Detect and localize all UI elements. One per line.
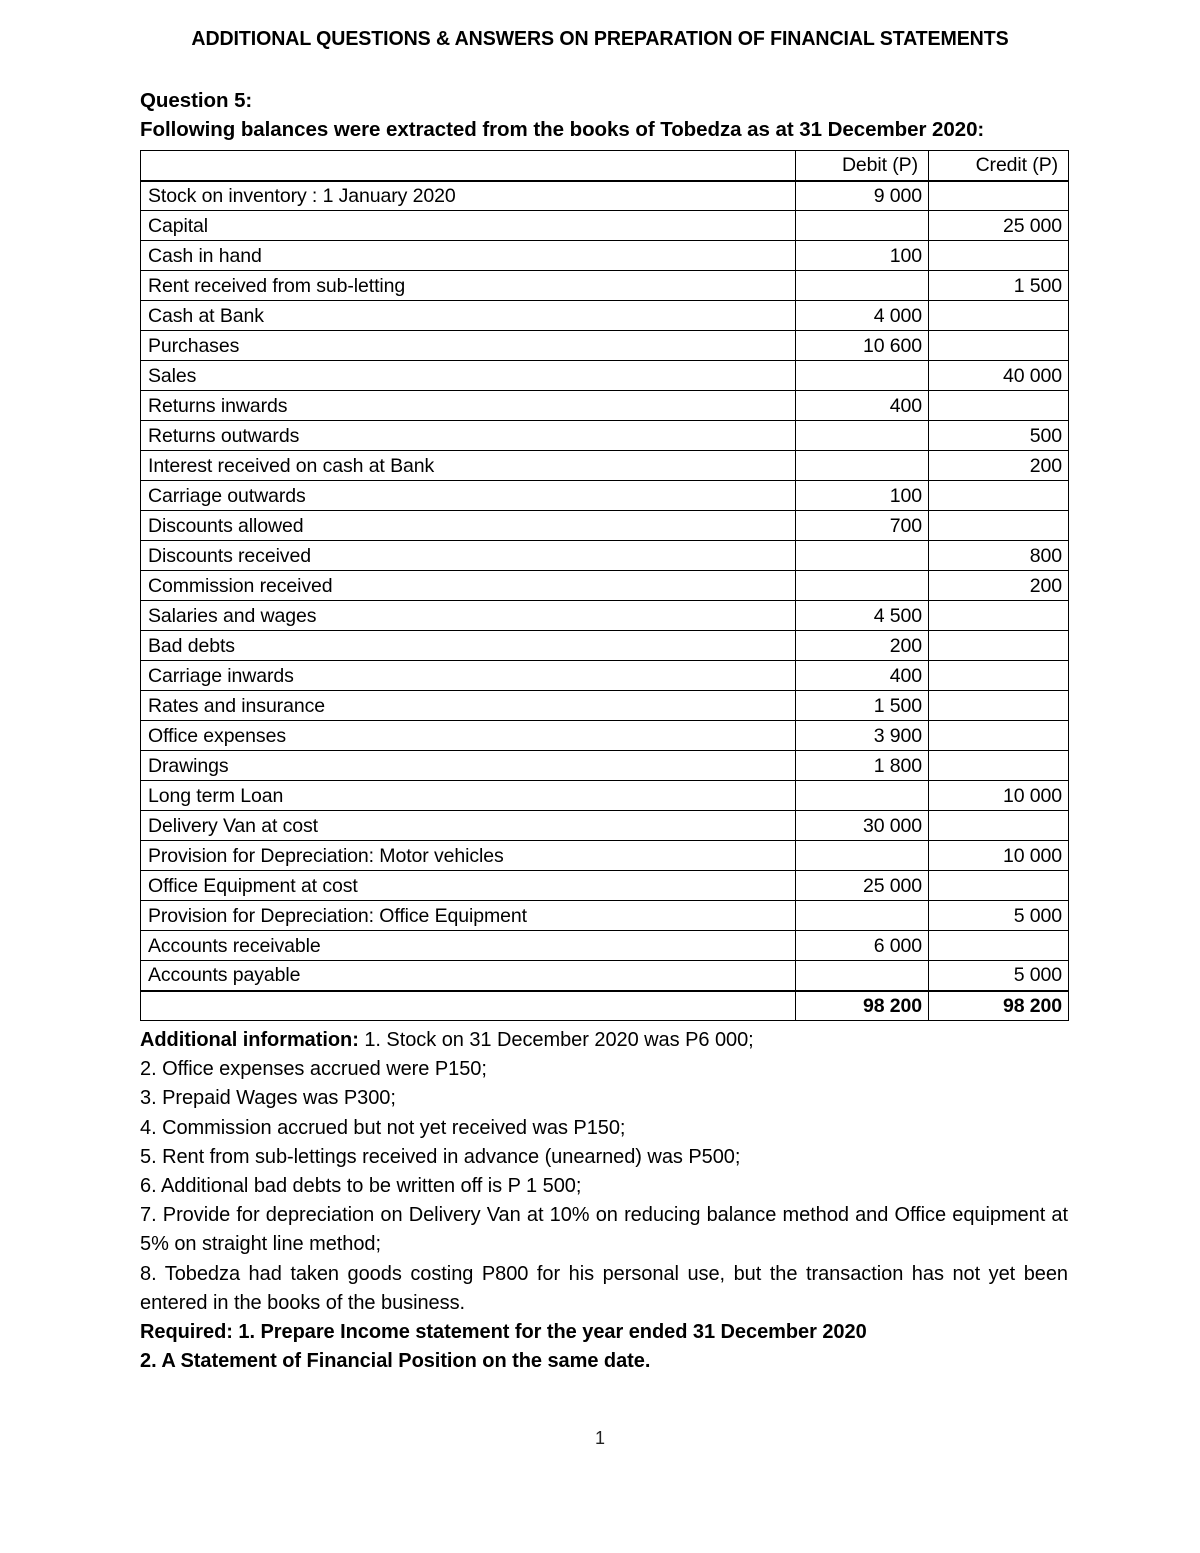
row-credit: 10 000 <box>929 781 1069 811</box>
table-row <box>141 901 1069 931</box>
row-label: Long term Loan <box>141 781 796 811</box>
table-totals-row <box>141 991 1069 1021</box>
table-row <box>141 481 1069 511</box>
row-debit <box>796 781 929 811</box>
table-row <box>141 301 1069 331</box>
row-label: Drawings <box>141 751 796 781</box>
document-header-title: ADDITIONAL QUESTIONS & ANSWERS ON PREPARATION OF FINANCIAL STATEMENTS <box>191 27 1009 50</box>
note-item-6: 6. Additional bad debts to be written off is P 1 500; <box>140 1175 582 1198</box>
required-line-1: Required: 1. Prepare Income statement for the year ended 31 December 2020 <box>140 1321 867 1344</box>
row-debit <box>796 961 929 991</box>
table-row <box>141 781 1069 811</box>
table-row <box>141 871 1069 901</box>
row-label: Commission received <box>141 571 796 601</box>
row-credit <box>929 331 1069 361</box>
row-credit <box>929 241 1069 271</box>
table-row <box>141 271 1069 301</box>
row-credit <box>929 691 1069 721</box>
row-credit <box>929 811 1069 841</box>
table-row <box>141 451 1069 481</box>
table-row <box>141 931 1069 961</box>
row-debit: 100 <box>796 241 929 271</box>
row-label: Provision for Depreciation: Office Equipment <box>141 901 796 931</box>
row-debit: 4 000 <box>796 301 929 331</box>
note-item-8: 8. Tobedza had taken goods costing P800 for his personal use, but the transaction has not yet been entered in the books of the business. <box>140 1262 1068 1314</box>
column-header-credit: Credit (P) <box>929 151 1069 181</box>
row-label: Cash in hand <box>141 241 796 271</box>
note-item-7: 7. Provide for depreciation on Delivery Van at 10% on reducing balance method and Office equipment at 5% on straight line method; <box>140 1204 1068 1256</box>
row-debit: 200 <box>796 631 929 661</box>
row-credit <box>929 181 1069 211</box>
row-credit <box>929 301 1069 331</box>
row-label: Purchases <box>141 331 796 361</box>
row-credit: 10 000 <box>929 841 1069 871</box>
row-label: Cash at Bank <box>141 301 796 331</box>
row-credit: 5 000 <box>929 901 1069 931</box>
note-item-1 <box>140 1026 1068 1055</box>
page-number: 1 <box>594 1428 605 1448</box>
row-label: Discounts received <box>141 541 796 571</box>
row-debit: 1 800 <box>796 751 929 781</box>
row-credit: 40 000 <box>929 361 1069 391</box>
row-label: Returns outwards <box>141 421 796 451</box>
row-credit: 500 <box>929 421 1069 451</box>
row-debit: 6 000 <box>796 931 929 961</box>
row-credit <box>929 721 1069 751</box>
row-debit: 1 500 <box>796 691 929 721</box>
table-row <box>141 511 1069 541</box>
table-row <box>141 811 1069 841</box>
row-debit <box>796 541 929 571</box>
note-item-2: 2. Office expenses accrued were P150; <box>140 1058 487 1081</box>
row-debit: 400 <box>796 391 929 421</box>
row-credit <box>929 601 1069 631</box>
document-body <box>140 86 1068 1376</box>
row-label: Salaries and wages <box>141 601 796 631</box>
table-row <box>141 211 1069 241</box>
row-credit: 200 <box>929 451 1069 481</box>
table-row <box>141 631 1069 661</box>
row-debit: 3 900 <box>796 721 929 751</box>
row-debit: 25 000 <box>796 871 929 901</box>
row-label: Accounts payable <box>141 961 796 991</box>
table-row <box>141 541 1069 571</box>
question-label: Question 5: <box>140 89 253 112</box>
table-row <box>141 181 1069 211</box>
table-row <box>141 751 1069 781</box>
table-body <box>141 181 1069 991</box>
column-header-label <box>141 151 796 181</box>
row-debit <box>796 271 929 301</box>
table-row <box>141 241 1069 271</box>
note-item-5: 5. Rent from sub-lettings received in advance (unearned) was P500; <box>140 1145 741 1168</box>
row-label: Office expenses <box>141 721 796 751</box>
row-credit <box>929 931 1069 961</box>
row-credit: 200 <box>929 571 1069 601</box>
row-credit: 5 000 <box>929 961 1069 991</box>
row-label: Bad debts <box>141 631 796 661</box>
row-credit <box>929 391 1069 421</box>
row-credit: 25 000 <box>929 211 1069 241</box>
row-debit: 4 500 <box>796 601 929 631</box>
row-debit <box>796 841 929 871</box>
row-label: Office Equipment at cost <box>141 871 796 901</box>
table-row <box>141 841 1069 871</box>
row-label: Stock on inventory : 1 January 2020 <box>141 181 796 211</box>
row-credit <box>929 661 1069 691</box>
row-credit <box>929 751 1069 781</box>
additional-information-heading: Additional information: <box>140 1029 359 1051</box>
table-row <box>141 961 1069 991</box>
row-credit <box>929 511 1069 541</box>
table-row <box>141 361 1069 391</box>
row-debit: 400 <box>796 661 929 691</box>
table-row <box>141 571 1069 601</box>
table-header-row <box>141 151 1069 181</box>
row-debit: 10 600 <box>796 331 929 361</box>
row-credit <box>929 871 1069 901</box>
totals-label <box>141 991 796 1021</box>
table-row <box>141 421 1069 451</box>
table-row <box>141 661 1069 691</box>
row-label: Capital <box>141 211 796 241</box>
row-label: Delivery Van at cost <box>141 811 796 841</box>
additional-information-section <box>140 1026 1068 1376</box>
row-credit: 1 500 <box>929 271 1069 301</box>
row-credit <box>929 481 1069 511</box>
row-debit <box>796 901 929 931</box>
row-label: Interest received on cash at Bank <box>141 451 796 481</box>
trial-balance-table <box>140 150 1069 1021</box>
totals-debit: 98 200 <box>796 991 929 1021</box>
row-debit <box>796 211 929 241</box>
table-row <box>141 691 1069 721</box>
table-row <box>141 721 1069 751</box>
row-debit: 9 000 <box>796 181 929 211</box>
row-label: Discounts allowed <box>141 511 796 541</box>
column-header-debit: Debit (P) <box>796 151 929 181</box>
row-label: Returns inwards <box>141 391 796 421</box>
question-intro-text: Following balances were extracted from the books of Tobedza as at 31 December 2020: <box>140 118 985 141</box>
row-label: Accounts receivable <box>141 931 796 961</box>
required-line-2: 2. A Statement of Financial Position on the same date. <box>140 1350 651 1373</box>
row-debit <box>796 361 929 391</box>
row-label: Sales <box>141 361 796 391</box>
row-label: Provision for Depreciation: Motor vehicles <box>141 841 796 871</box>
row-label: Rates and insurance <box>141 691 796 721</box>
totals-credit: 98 200 <box>929 991 1069 1021</box>
row-label: Carriage inwards <box>141 661 796 691</box>
note-item-1-text: 1. Stock on 31 December 2020 was P6 000; <box>358 1029 754 1051</box>
note-item-4: 4. Commission accrued but not yet received was P150; <box>140 1116 626 1139</box>
row-debit: 700 <box>796 511 929 541</box>
row-credit: 800 <box>929 541 1069 571</box>
row-debit: 30 000 <box>796 811 929 841</box>
table-row <box>141 391 1069 421</box>
note-item-3: 3. Prepaid Wages was P300; <box>140 1087 396 1110</box>
table-row <box>141 601 1069 631</box>
row-credit <box>929 631 1069 661</box>
row-label: Carriage outwards <box>141 481 796 511</box>
row-label: Rent received from sub-letting <box>141 271 796 301</box>
table-row <box>141 331 1069 361</box>
row-debit <box>796 421 929 451</box>
row-debit: 100 <box>796 481 929 511</box>
row-debit <box>796 571 929 601</box>
row-debit <box>796 451 929 481</box>
